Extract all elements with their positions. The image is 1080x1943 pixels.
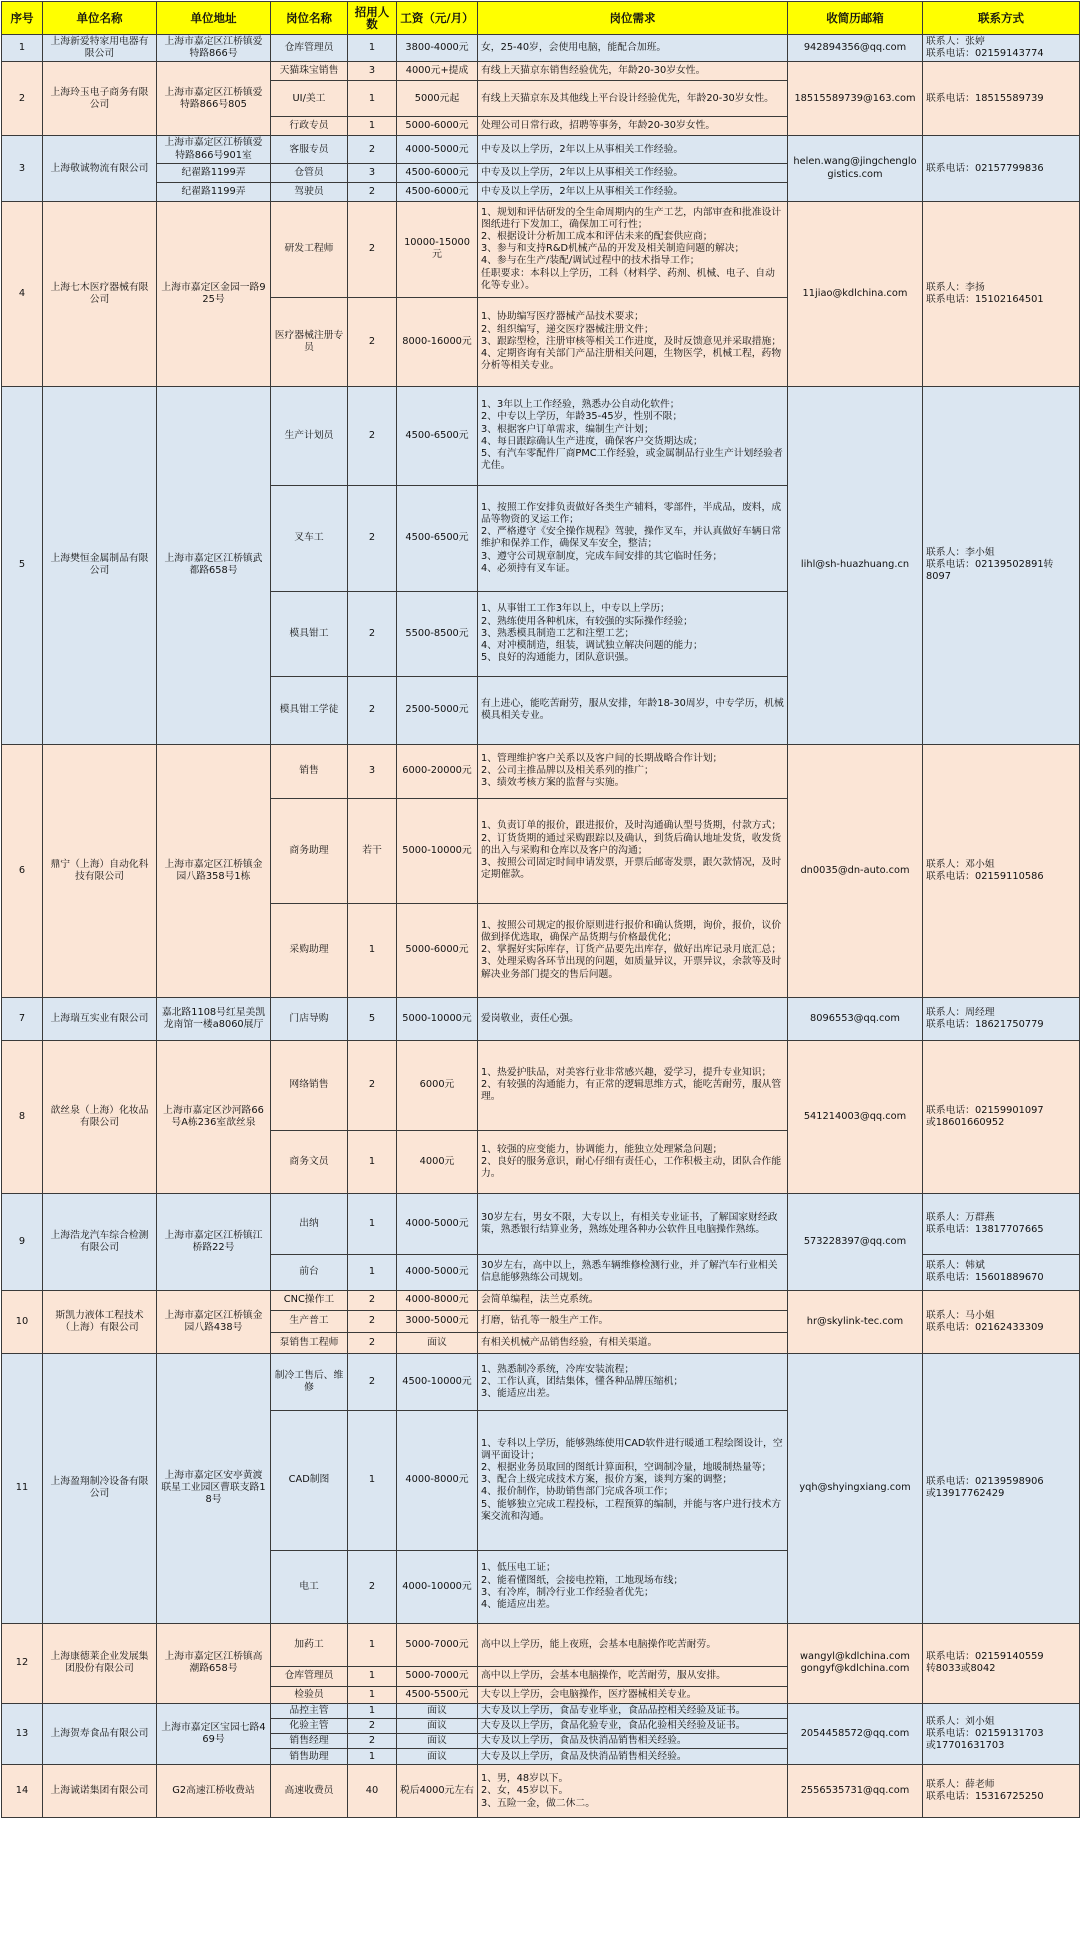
table-row [2, 1623, 1080, 1666]
header-address: 单位地址 [157, 2, 271, 35]
position-title: UI/美工 [271, 81, 348, 117]
header-salary: 工资（元/月） [397, 2, 478, 35]
header-company: 单位名称 [43, 2, 157, 35]
salary: 4500-6500元 [397, 485, 478, 591]
headcount: 2 [348, 201, 397, 297]
company-name: 上海敬诚物流有限公司 [43, 136, 157, 201]
requirements: 有相关机械产品销售经验，有相关渠道。 [478, 1332, 788, 1353]
position-title: CNC操作工 [271, 1290, 348, 1310]
requirements: 有线上天猫京东销售经验优先，年龄20-30岁女性。 [478, 62, 788, 81]
salary: 4500-6000元 [397, 163, 478, 182]
table-row [2, 201, 1080, 297]
position-title: 仓库管理员 [271, 35, 348, 62]
email-cell[interactable]: 573228397@qq.com [788, 1193, 923, 1290]
row-number: 5 [2, 386, 43, 744]
headcount: 2 [348, 136, 397, 163]
contact-info: 联系电话：18515589739 [923, 62, 1080, 136]
company-address: 上海市嘉定区沙河路66号A栋236室歆丝泉 [157, 1040, 271, 1193]
email-cell[interactable]: hr@skylink-tec.com [788, 1290, 923, 1353]
email-cell[interactable]: lihl@sh-huazhuang.cn [788, 386, 923, 744]
table-row [2, 997, 1080, 1040]
contact-info: 联系电话：02157799836 [923, 136, 1080, 201]
contact-info: 联系人：张婷 联系电话：02159143774 [923, 35, 1080, 62]
requirements: 中专及以上学历，2年以上从事相关工作经验。 [478, 182, 788, 201]
position-title: 仓库管理员 [271, 1666, 348, 1686]
salary: 5000元起 [397, 81, 478, 117]
company-address: 上海市嘉定区江桥镇金园八路438号 [157, 1290, 271, 1353]
headcount: 2 [348, 182, 397, 201]
requirements: 大专及以上学历，食品及快消品销售相关经验。 [478, 1734, 788, 1749]
header-contact: 联系方式 [923, 2, 1080, 35]
salary: 4500-6000元 [397, 182, 478, 201]
requirements: 1、热爱护肤品，对美容行业非常感兴趣，爱学习，提升专业知识； 2、有较强的沟通能力，有正常的逻辑思维方式，能吃苦耐劳，服从管理。 [478, 1040, 788, 1130]
email-cell[interactable]: 11jiao@kdlchina.com [788, 201, 923, 386]
position-title: 模具钳工学徒 [271, 676, 348, 744]
company-name: 上海玲玉电子商务有限公司 [43, 62, 157, 136]
headcount: 1 [348, 1410, 397, 1550]
headcount: 2 [348, 1332, 397, 1353]
salary: 4000-8000元 [397, 1410, 478, 1550]
position-title: 叉车工 [271, 485, 348, 591]
position-title: 模具钳工 [271, 591, 348, 676]
position-title: 行政专员 [271, 117, 348, 136]
email-cell[interactable]: helen.wang@jingchenglogistics.com [788, 136, 923, 201]
salary: 4000-5000元 [397, 136, 478, 163]
company-address: 纪翟路1199弄 [157, 182, 271, 201]
company-name: 上海贺寿食品有限公司 [43, 1703, 157, 1765]
position-title: 电工 [271, 1550, 348, 1623]
headcount: 2 [348, 297, 397, 386]
table-row [2, 1765, 1080, 1818]
requirements: 中专及以上学历，2年以上从事相关工作经验。 [478, 136, 788, 163]
email-cell[interactable]: 18515589739@163.com [788, 62, 923, 136]
company-name: 上海浩龙汽车综合检测有限公司 [43, 1193, 157, 1290]
requirements: 1、3年以上工作经验，熟悉办公自动化软件； 2、中专以上学历，年龄35-45岁，性别不限； 3、根据客户订单需求，编制生产计划； 4、每日跟踪确认生产进度，确保客户交货期达成； 5、有汽车零配件厂商PMC工作经验，或金属制品行业生产计划经验者尤佳。 [478, 386, 788, 485]
position-title: 销售助理 [271, 1749, 348, 1765]
contact-info: 联系人：周经理 联系电话：18621750779 [923, 997, 1080, 1040]
position-title: 医疗器械注册专员 [271, 297, 348, 386]
requirements: 高中以上学历，会基本电脑操作，吃苦耐劳，服从安排。 [478, 1666, 788, 1686]
requirements: 高中以上学历，能上夜班，会基本电脑操作吃苦耐劳。 [478, 1623, 788, 1666]
email-cell[interactable]: 8096553@qq.com [788, 997, 923, 1040]
position-title: 网络销售 [271, 1040, 348, 1130]
headcount: 1 [348, 1686, 397, 1703]
contact-info: 联系人：马小姐 联系电话：02162433309 [923, 1290, 1080, 1353]
position-title: 销售经理 [271, 1734, 348, 1749]
company-name: 上海盈翔制冷设备有限公司 [43, 1353, 157, 1623]
salary: 5000-10000元 [397, 997, 478, 1040]
company-name: 上海诚诺集团有限公司 [43, 1765, 157, 1818]
company-address: 上海市嘉定区江桥镇武都路658号 [157, 386, 271, 744]
headcount: 40 [348, 1765, 397, 1818]
salary: 4500-6500元 [397, 386, 478, 485]
requirements: 1、按照工作安排负责做好各类生产辅料，零部件，半成品，废料，成品等物资的叉运工作； 2、严格遵守《安全操作规程》驾驶，操作叉车，并认真做好车辆日常维护和保养工作，确保叉车安全，整洁； 3、遵守公司规章制度，完成车间安排的其它临时任务； 4、必须持有叉车证。 [478, 485, 788, 591]
salary: 5000-7000元 [397, 1623, 478, 1666]
contact-info: 联系人：刘小姐 联系电话：02159131703 或17701631703 [923, 1703, 1080, 1765]
salary: 4000元 [397, 1130, 478, 1193]
company-address: 纪翟路1199弄 [157, 163, 271, 182]
salary: 5000-6000元 [397, 117, 478, 136]
row-number: 7 [2, 997, 43, 1040]
salary: 面议 [397, 1749, 478, 1765]
position-title: 前台 [271, 1254, 348, 1290]
email-cell[interactable]: 2556535731@qq.com [788, 1765, 923, 1818]
headcount: 1 [348, 35, 397, 62]
row-number: 10 [2, 1290, 43, 1353]
salary: 4500-10000元 [397, 1353, 478, 1410]
company-address: 上海市嘉定区宝园七路469号 [157, 1703, 271, 1765]
row-number: 12 [2, 1623, 43, 1703]
row-number: 1 [2, 35, 43, 62]
headcount: 3 [348, 62, 397, 81]
table-row [2, 136, 1080, 163]
position-title: 品控主管 [271, 1703, 348, 1718]
row-number: 14 [2, 1765, 43, 1818]
recruitment-table [1, 1, 1080, 1818]
requirements: 有线上天猫京东及其他线上平台设计经验优先，年龄20-30岁女性。 [478, 81, 788, 117]
position-title: 加药工 [271, 1623, 348, 1666]
table-row [2, 1040, 1080, 1130]
table-row [2, 386, 1080, 485]
position-title: 泵销售工程师 [271, 1332, 348, 1353]
company-address: 上海市嘉定区江桥镇江桥路22号 [157, 1193, 271, 1290]
requirements: 处理公司日常行政，招聘等事务，年龄20-30岁女性。 [478, 117, 788, 136]
company-name: 上海樊恒金属制品有限公司 [43, 386, 157, 744]
company-address: 上海市嘉定区江桥镇高潮路658号 [157, 1623, 271, 1703]
company-address: G2高速江桥收费站 [157, 1765, 271, 1818]
header-email: 收简历邮箱 [788, 2, 923, 35]
position-title: 生产普工 [271, 1310, 348, 1332]
salary: 4000-10000元 [397, 1550, 478, 1623]
row-number: 9 [2, 1193, 43, 1290]
headcount: 1 [348, 1749, 397, 1765]
company-address: 上海市嘉定区安亭黄渡联星工业园区曹联支路18号 [157, 1353, 271, 1623]
salary: 3000-5000元 [397, 1310, 478, 1332]
position-title: 天猫珠宝销售 [271, 62, 348, 81]
headcount: 1 [348, 903, 397, 997]
contact-info: 联系人：薛老师 联系电话：15316725250 [923, 1765, 1080, 1818]
email-cell[interactable]: dn0035@dn-auto.com [788, 744, 923, 997]
salary: 4500-5500元 [397, 1686, 478, 1703]
headcount: 1 [348, 1130, 397, 1193]
table-row [2, 1193, 1080, 1254]
position-title: 门店导购 [271, 997, 348, 1040]
contact-info: 联系电话：02159901097 或18601660952 [923, 1040, 1080, 1193]
salary: 3800-4000元 [397, 35, 478, 62]
requirements: 爱岗敬业，责任心强。 [478, 997, 788, 1040]
requirements: 30岁左右，高中以上，熟悉车辆维修检测行业，并了解汽车行业相关信息能够熟练公司规划。 [478, 1254, 788, 1290]
company-address: 上海市嘉定区金园一路925号 [157, 201, 271, 386]
position-title: 生产计划员 [271, 386, 348, 485]
salary: 税后4000元左右 [397, 1765, 478, 1818]
headcount: 若干 [348, 798, 397, 903]
email-cell[interactable]: 2054458572@qq.com [788, 1703, 923, 1765]
requirements: 30岁左右，男女不限，大专以上，有相关专业证书，了解国家财经政策，熟悉银行结算业务，熟练处理各种办公软件且电脑操作熟练。 [478, 1193, 788, 1254]
requirements: 1、较强的应变能力，协调能力，能独立处理紧急问题； 2、良好的服务意识，耐心仔细有责任心，工作积极主动，团队合作能力。 [478, 1130, 788, 1193]
table-row [2, 744, 1080, 798]
row-number: 11 [2, 1353, 43, 1623]
headcount: 1 [348, 81, 397, 117]
position-title: 销售 [271, 744, 348, 798]
header-requirements: 岗位需求 [478, 2, 788, 35]
table-row [2, 35, 1080, 62]
requirements: 1、男，48岁以下。 2、女，45岁以下。 3、五险一金，做二休二。 [478, 1765, 788, 1818]
headcount: 2 [348, 1290, 397, 1310]
headcount: 2 [348, 676, 397, 744]
salary: 面议 [397, 1332, 478, 1353]
requirements: 大专以上学历，会电脑操作，医疗器械相关专业。 [478, 1686, 788, 1703]
contact-info: 联系电话：02159140559 转8033或8042 [923, 1623, 1080, 1703]
company-address: 上海市嘉定区江桥镇爱特路866号805 [157, 62, 271, 136]
email-cell[interactable]: 942894356@qq.com [788, 35, 923, 62]
requirements: 1、低压电工证； 2、能看懂图纸，会接电控箱，工地现场布线； 3、有冷库，制冷行业工作经验者优先； 4、能适应出差。 [478, 1550, 788, 1623]
salary: 5000-6000元 [397, 903, 478, 997]
company-name: 上海瑞互实业有限公司 [43, 997, 157, 1040]
headcount: 2 [348, 591, 397, 676]
position-title: CAD制图 [271, 1410, 348, 1550]
requirements: 1、负责订单的报价，跟进报价，及时沟通确认型号货期，付款方式； 2、订货货期的通过采购跟踪以及确认，到货后确认地址发货，收发货的出入与采购和仓库以及客户的沟通； 3、按照公司固定时间申请发票，开票后邮寄发票，跟欠款情况，及时定期催款。 [478, 798, 788, 903]
header-count: 招用人数 [348, 2, 397, 35]
headcount: 1 [348, 1254, 397, 1290]
salary: 6000元 [397, 1040, 478, 1130]
salary: 10000-15000元 [397, 201, 478, 297]
row-number: 4 [2, 201, 43, 386]
salary: 5500-8500元 [397, 591, 478, 676]
position-title: 驾驶员 [271, 182, 348, 201]
headcount: 2 [348, 1040, 397, 1130]
row-number: 8 [2, 1040, 43, 1193]
company-name: 上海康德莱企业发展集团股份有限公司 [43, 1623, 157, 1703]
headcount: 2 [348, 1353, 397, 1410]
salary: 4000-5000元 [397, 1254, 478, 1290]
company-address: 上海市嘉定区江桥镇金园八路358号1栋 [157, 744, 271, 997]
company-address: 上海市嘉定区江桥镇爱特路866号901室 [157, 136, 271, 163]
position-title: 仓管员 [271, 163, 348, 182]
header-row [2, 2, 1080, 35]
position-title: 采购助理 [271, 903, 348, 997]
headcount: 1 [348, 1703, 397, 1718]
headcount: 2 [348, 1719, 397, 1734]
salary: 4000-5000元 [397, 1193, 478, 1254]
position-title: 研发工程师 [271, 201, 348, 297]
company-name: 上海新爱特家用电器有限公司 [43, 35, 157, 62]
requirements: 1、专科以上学历，能够熟练使用CAD软件进行暖通工程绘图设计，空调平面设计； 2、根据业务员取回的图纸计算面积，空调制冷量，地暖制热量等； 3、配合上级完成技术方案，报价方案，谈判方案的调整； 4、报价制作，协助销售部门完成各项工作； 5、能够独立完成工程投标，工程预算的编制，并能与客户进行技术方案交流和沟通。 [478, 1410, 788, 1550]
contact-info: 联系电话：02139598906 或13917762429 [923, 1353, 1080, 1623]
position-title: 商务文员 [271, 1130, 348, 1193]
contact-info: 联系人：万群燕 联系电话：13817707665 [923, 1193, 1080, 1254]
requirements: 大专及以上学历，食品专业毕业，食品品控相关经验及证书。 [478, 1703, 788, 1718]
salary: 面议 [397, 1719, 478, 1734]
contact-info: 联系人：李小姐 联系电话：02139502891转8097 [923, 386, 1080, 744]
requirements: 女，25-40岁，会使用电脑，能配合加班。 [478, 35, 788, 62]
salary: 5000-10000元 [397, 798, 478, 903]
headcount: 1 [348, 1623, 397, 1666]
position-title: 化验主管 [271, 1719, 348, 1734]
headcount: 2 [348, 1550, 397, 1623]
table-row [2, 1290, 1080, 1310]
headcount: 1 [348, 1666, 397, 1686]
row-number: 3 [2, 136, 43, 201]
salary: 6000-20000元 [397, 744, 478, 798]
salary: 面议 [397, 1703, 478, 1718]
position-title: 商务助理 [271, 798, 348, 903]
salary: 4000元+提成 [397, 62, 478, 81]
company-name: 歆丝泉（上海）化妆品有限公司 [43, 1040, 157, 1193]
email-cell[interactable]: 541214003@qq.com [788, 1040, 923, 1193]
position-title: 出纳 [271, 1193, 348, 1254]
header-no: 序号 [2, 2, 43, 35]
salary: 面议 [397, 1734, 478, 1749]
requirements: 1、熟悉制冷系统，冷库安装流程； 2、工作认真，团结集体，懂各种品牌压缩机； 3、能适应出差。 [478, 1353, 788, 1410]
company-name: 上海七木医疗器械有限公司 [43, 201, 157, 386]
requirements: 大专及以上学历，食品及快消品销售相关经验。 [478, 1749, 788, 1765]
company-name: 斯凯力液体工程技术（上海）有限公司 [43, 1290, 157, 1353]
requirements: 1、规划和评估研发的全生命周期内的生产工艺，内部审查和批准设计图纸进行下发加工，确保加工可行性； 2、根据设计分析加工成本和评估未来的配套供应商； 3、参与和支持R&D机械产品的开发及相关制造问题的解决； 4、参与在生产/装配/调试过程中的技术指导工作； 任职要求：本科以上学历，工科（材料学、药剂、机械、电子、自动化等专业）。 [478, 201, 788, 297]
headcount: 5 [348, 997, 397, 1040]
requirements: 大专及以上学历，食品化验专业，食品化验相关经验及证书。 [478, 1719, 788, 1734]
email-cell[interactable]: yqh@shyingxiang.com [788, 1353, 923, 1623]
table-row [2, 1353, 1080, 1410]
contact-info: 联系人：邓小姐 联系电话：02159110586 [923, 744, 1080, 997]
headcount: 2 [348, 1310, 397, 1332]
position-title: 检验员 [271, 1686, 348, 1703]
requirements: 1、协助编写医疗器械产品技术要求； 2、组织编写，递交医疗器械注册文件； 3、跟踪型检，注册审核等相关工作进度，及时反馈意见并采取措施； 4、定期咨询有关部门产品注册相关问题，生物医学，机械工程，药物分析等相关专业。 [478, 297, 788, 386]
requirements: 打磨，钻孔等一般生产工作。 [478, 1310, 788, 1332]
table-row [2, 62, 1080, 81]
requirements: 有上进心，能吃苦耐劳，服从安排，年龄18-30周岁，中专学历，机械模具相关专业。 [478, 676, 788, 744]
company-address: 嘉北路1108号红星美凯龙南馆一楼a8060展厅 [157, 997, 271, 1040]
salary: 8000-16000元 [397, 297, 478, 386]
headcount: 2 [348, 386, 397, 485]
requirements: 会简单编程，法兰克系统。 [478, 1290, 788, 1310]
requirements: 1、按照公司规定的报价原则进行报价和确认货期，询价，报价，议价做到择优选取，确保产品货期与价格最优化； 2、掌握好实际库存，订货产品要先出库存，做好出库记录月底汇总； 3、处理采购各环节出现的问题，如质量异议，开票异议，余款等及时解决业务部门提交的售后问题。 [478, 903, 788, 997]
requirements: 1、管理维护客户关系以及客户间的长期战略合作计划； 2、公司主推品牌以及相关系列的推广； 3、绩效考核方案的监督与实施。 [478, 744, 788, 798]
company-address: 上海市嘉定区江桥镇爱特路866号 [157, 35, 271, 62]
position-title: 客服专员 [271, 136, 348, 163]
email-cell[interactable]: wangyl@kdlchina.com gongyf@kdlchina.com [788, 1623, 923, 1703]
position-title: 高速收费员 [271, 1765, 348, 1818]
row-number: 6 [2, 744, 43, 997]
contact-info: 联系人：李扬 联系电话：15102164501 [923, 201, 1080, 386]
company-name: 鼎宁（上海）自动化科技有限公司 [43, 744, 157, 997]
headcount: 2 [348, 1734, 397, 1749]
headcount: 1 [348, 1193, 397, 1254]
salary: 5000-7000元 [397, 1666, 478, 1686]
contact-info: 联系人：韩斌 联系电话：15601889670 [923, 1254, 1080, 1290]
requirements: 中专及以上学历，2年以上从事相关工作经验。 [478, 163, 788, 182]
row-number: 2 [2, 62, 43, 136]
salary: 2500-5000元 [397, 676, 478, 744]
requirements: 1、从事钳工工作3年以上，中专以上学历； 2、熟练使用各种机床，有较强的实际操作经验； 3、熟悉模具制造工艺和注塑工艺； 4、对冲模制造，组装，调试独立解决问题的能力； 5、良好的沟通能力，团队意识强。 [478, 591, 788, 676]
headcount: 1 [348, 117, 397, 136]
position-title: 制冷工售后、维修 [271, 1353, 348, 1410]
table-row [2, 1703, 1080, 1718]
headcount: 3 [348, 163, 397, 182]
salary: 4000-8000元 [397, 1290, 478, 1310]
header-position: 岗位名称 [271, 2, 348, 35]
row-number: 13 [2, 1703, 43, 1765]
headcount: 3 [348, 744, 397, 798]
headcount: 2 [348, 485, 397, 591]
